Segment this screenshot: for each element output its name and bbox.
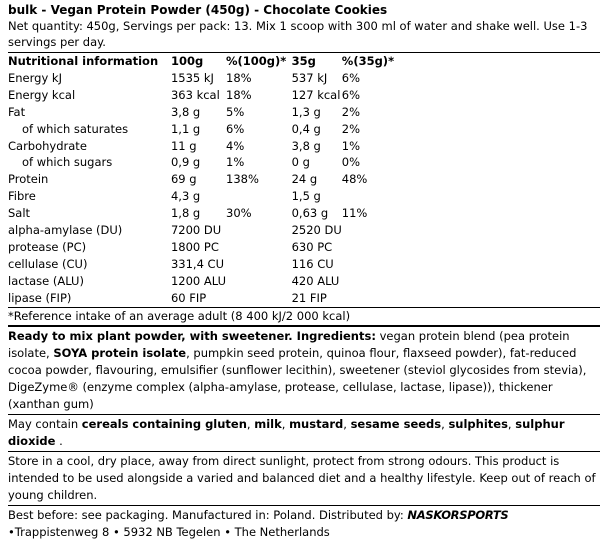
- value-35g: 2520 DU: [291, 223, 342, 238]
- table-row: [8, 104, 592, 121]
- nutrient-label: Fibre: [8, 189, 36, 204]
- ingredients-text-1: vegan protein blend (pea protein isolate,: [8, 328, 570, 360]
- value-35g: 1,5 g: [291, 189, 321, 204]
- percent-35g: [342, 290, 592, 307]
- value-100g: 1535 kJ: [170, 70, 214, 85]
- percent-100g: 18%: [226, 87, 252, 102]
- percent-100g: [226, 222, 292, 239]
- percent-35g: 6%: [341, 70, 361, 85]
- percent-100g: 6%: [226, 121, 245, 136]
- distributor-brand: NASKORSPORTS: [407, 507, 509, 522]
- percent-100g: 4%: [226, 138, 245, 153]
- allergen-item: milk: [254, 416, 282, 431]
- percent-35g: 0%: [341, 155, 361, 170]
- value-35g: 21 FIP: [291, 290, 327, 305]
- allergen-item: sesame seeds: [350, 416, 442, 431]
- percent-100g: 30%: [226, 206, 252, 221]
- value-35g: 420 ALU: [291, 273, 340, 288]
- allergens-suffix: .: [55, 433, 63, 448]
- table-row: [8, 171, 592, 188]
- ingredients-text-2: , pumpkin seed protein, quinoa flour, flaxseed powder), fat-reduced cocoa powder, flavouring, emulsifier (sunflower lecithin), sweetener (steviol glycosides from stevia), DigeZyme® (enzyme complex (alpha-amylase, protease, cellulase, lactase, lipase)), thickener (xanthan gum): [8, 345, 587, 411]
- percent-100g: [226, 188, 292, 205]
- value-35g: 3,8 g: [291, 138, 321, 153]
- value-100g: 331,4 CU: [170, 256, 224, 271]
- address-line: •Trappistenweg 8 • 5932 NB Tegelen • The Netherlands: [8, 524, 330, 539]
- header-100g: 100g: [170, 54, 204, 68]
- nutrition-table-body: [8, 70, 592, 307]
- percent-35g: 2%: [341, 104, 361, 119]
- value-100g: 4,3 g: [170, 189, 201, 204]
- nutrient-label: alpha-amylase (DU): [8, 223, 123, 238]
- net-quantity-text: Net quantity: 450g, Servings per pack: 13. Mix 1 scoop with 300 ml of water and shake well. Use 1-3 servings per day.: [8, 19, 588, 49]
- percent-35g: [342, 188, 592, 205]
- value-100g: 0,9 g: [170, 155, 201, 170]
- table-row: [8, 87, 592, 104]
- header-percent-100g: %(100g)*: [226, 54, 287, 68]
- percent-35g: 2%: [341, 121, 361, 136]
- value-100g: 1200 ALU: [170, 273, 227, 288]
- percent-35g: 11%: [341, 206, 368, 221]
- table-row: [8, 290, 592, 307]
- value-100g: 1,1 g: [170, 121, 201, 136]
- percent-100g: [226, 239, 292, 256]
- value-100g: 7200 DU: [170, 223, 222, 238]
- nutrient-label: Fat: [8, 104, 26, 119]
- best-before-text: Best before: see packaging. Manufactured in: Poland. Distributed by:: [8, 507, 408, 522]
- percent-35g: 6%: [341, 87, 361, 102]
- table-row: [8, 70, 592, 87]
- value-35g: 537 kJ: [291, 70, 328, 85]
- nutrient-label: Salt: [8, 206, 31, 221]
- storage-text: Store in a cool, dry place, away from direct sunlight, protect from strong odours. This product is intended to be used alongside a varied and balanced diet and a healthy lifestyle. Keep out of reach of young children.: [8, 453, 596, 502]
- value-35g: 1,3 g: [291, 104, 321, 119]
- value-35g: 116 CU: [291, 256, 334, 271]
- product-title: bulk - Vegan Protein Powder (450g) - Chocolate Cookies: [8, 3, 388, 17]
- percent-35g: [342, 239, 592, 256]
- value-35g: 24 g: [291, 172, 318, 187]
- percent-100g: 138%: [226, 172, 259, 187]
- value-100g: 69 g: [170, 172, 197, 187]
- nutrient-label: of which saturates: [22, 121, 129, 136]
- nutrient-label: Energy kcal: [8, 87, 76, 102]
- table-row: [8, 154, 592, 171]
- percent-100g: 5%: [226, 104, 245, 119]
- table-row: [8, 205, 592, 222]
- percent-100g: [226, 290, 292, 307]
- value-35g: 0 g: [291, 155, 310, 170]
- nutrition-header-row: [8, 53, 592, 70]
- allergens-block: May contain cereals containing gluten, milk, mustard, sesame seeds, sulphites, sulphur dioxide .: [8, 416, 565, 448]
- percent-100g: [226, 273, 292, 290]
- value-100g: 11 g: [170, 138, 197, 153]
- table-row: [8, 121, 592, 138]
- nutrient-label: lipase (FIP): [8, 290, 72, 305]
- table-row: [8, 239, 592, 256]
- percent-100g: [226, 256, 292, 273]
- header-nutritional-information: Nutritional information: [8, 54, 159, 68]
- nutrition-table: [8, 53, 592, 307]
- distribution-line: [8, 507, 600, 524]
- nutrient-label: Carbohydrate: [8, 138, 87, 153]
- nutrient-label: Energy kJ: [8, 70, 62, 85]
- ingredients-block: [8, 327, 600, 414]
- allergen-item: mustard: [289, 416, 344, 431]
- nutrient-label: cellulase (CU): [8, 256, 88, 271]
- value-100g: 3,8 g: [170, 104, 201, 119]
- value-100g: 60 FIP: [170, 290, 207, 305]
- soya-allergen: SOYA protein isolate: [53, 345, 187, 360]
- allergens-prefix: May contain: [8, 416, 82, 431]
- nutrient-label: lactase (ALU): [8, 273, 84, 288]
- nutrient-label: of which sugars: [22, 155, 113, 170]
- value-100g: 1,8 g: [170, 206, 201, 221]
- header-35g: 35g: [291, 54, 316, 68]
- nutrient-label: Protein: [8, 172, 49, 187]
- percent-35g: 1%: [341, 138, 361, 153]
- allergen-item: sulphur dioxide: [8, 416, 565, 448]
- value-35g: 127 kcal: [291, 87, 341, 102]
- allergen-item: cereals containing gluten: [81, 416, 247, 431]
- percent-35g: [342, 273, 592, 290]
- percent-35g: [342, 256, 592, 273]
- percent-35g: [342, 222, 592, 239]
- table-row: [8, 138, 592, 155]
- value-35g: 0,63 g: [291, 206, 329, 221]
- table-row: [8, 256, 592, 273]
- value-100g: 1800 PC: [170, 239, 219, 254]
- percent-100g: 1%: [226, 155, 245, 170]
- table-row: [8, 188, 592, 205]
- percent-100g: 18%: [226, 70, 252, 85]
- nutrient-label: protease (PC): [8, 239, 87, 254]
- reference-intake-footnote: *Reference intake of an average adult (8 400 kJ/2 000 kcal): [8, 308, 351, 323]
- allergen-item: sulphites: [448, 416, 508, 431]
- table-row: [8, 273, 592, 290]
- footer-block: [8, 506, 600, 542]
- table-row: [8, 222, 592, 239]
- value-100g: 363 kcal: [170, 87, 220, 102]
- value-35g: 0,4 g: [291, 121, 321, 136]
- ingredients-intro: Ready to mix plant powder, with sweetener. Ingredients:: [8, 328, 376, 343]
- percent-35g: 48%: [341, 172, 368, 187]
- header-percent-35g: %(35g)*: [341, 54, 395, 68]
- value-35g: 630 PC: [291, 239, 333, 254]
